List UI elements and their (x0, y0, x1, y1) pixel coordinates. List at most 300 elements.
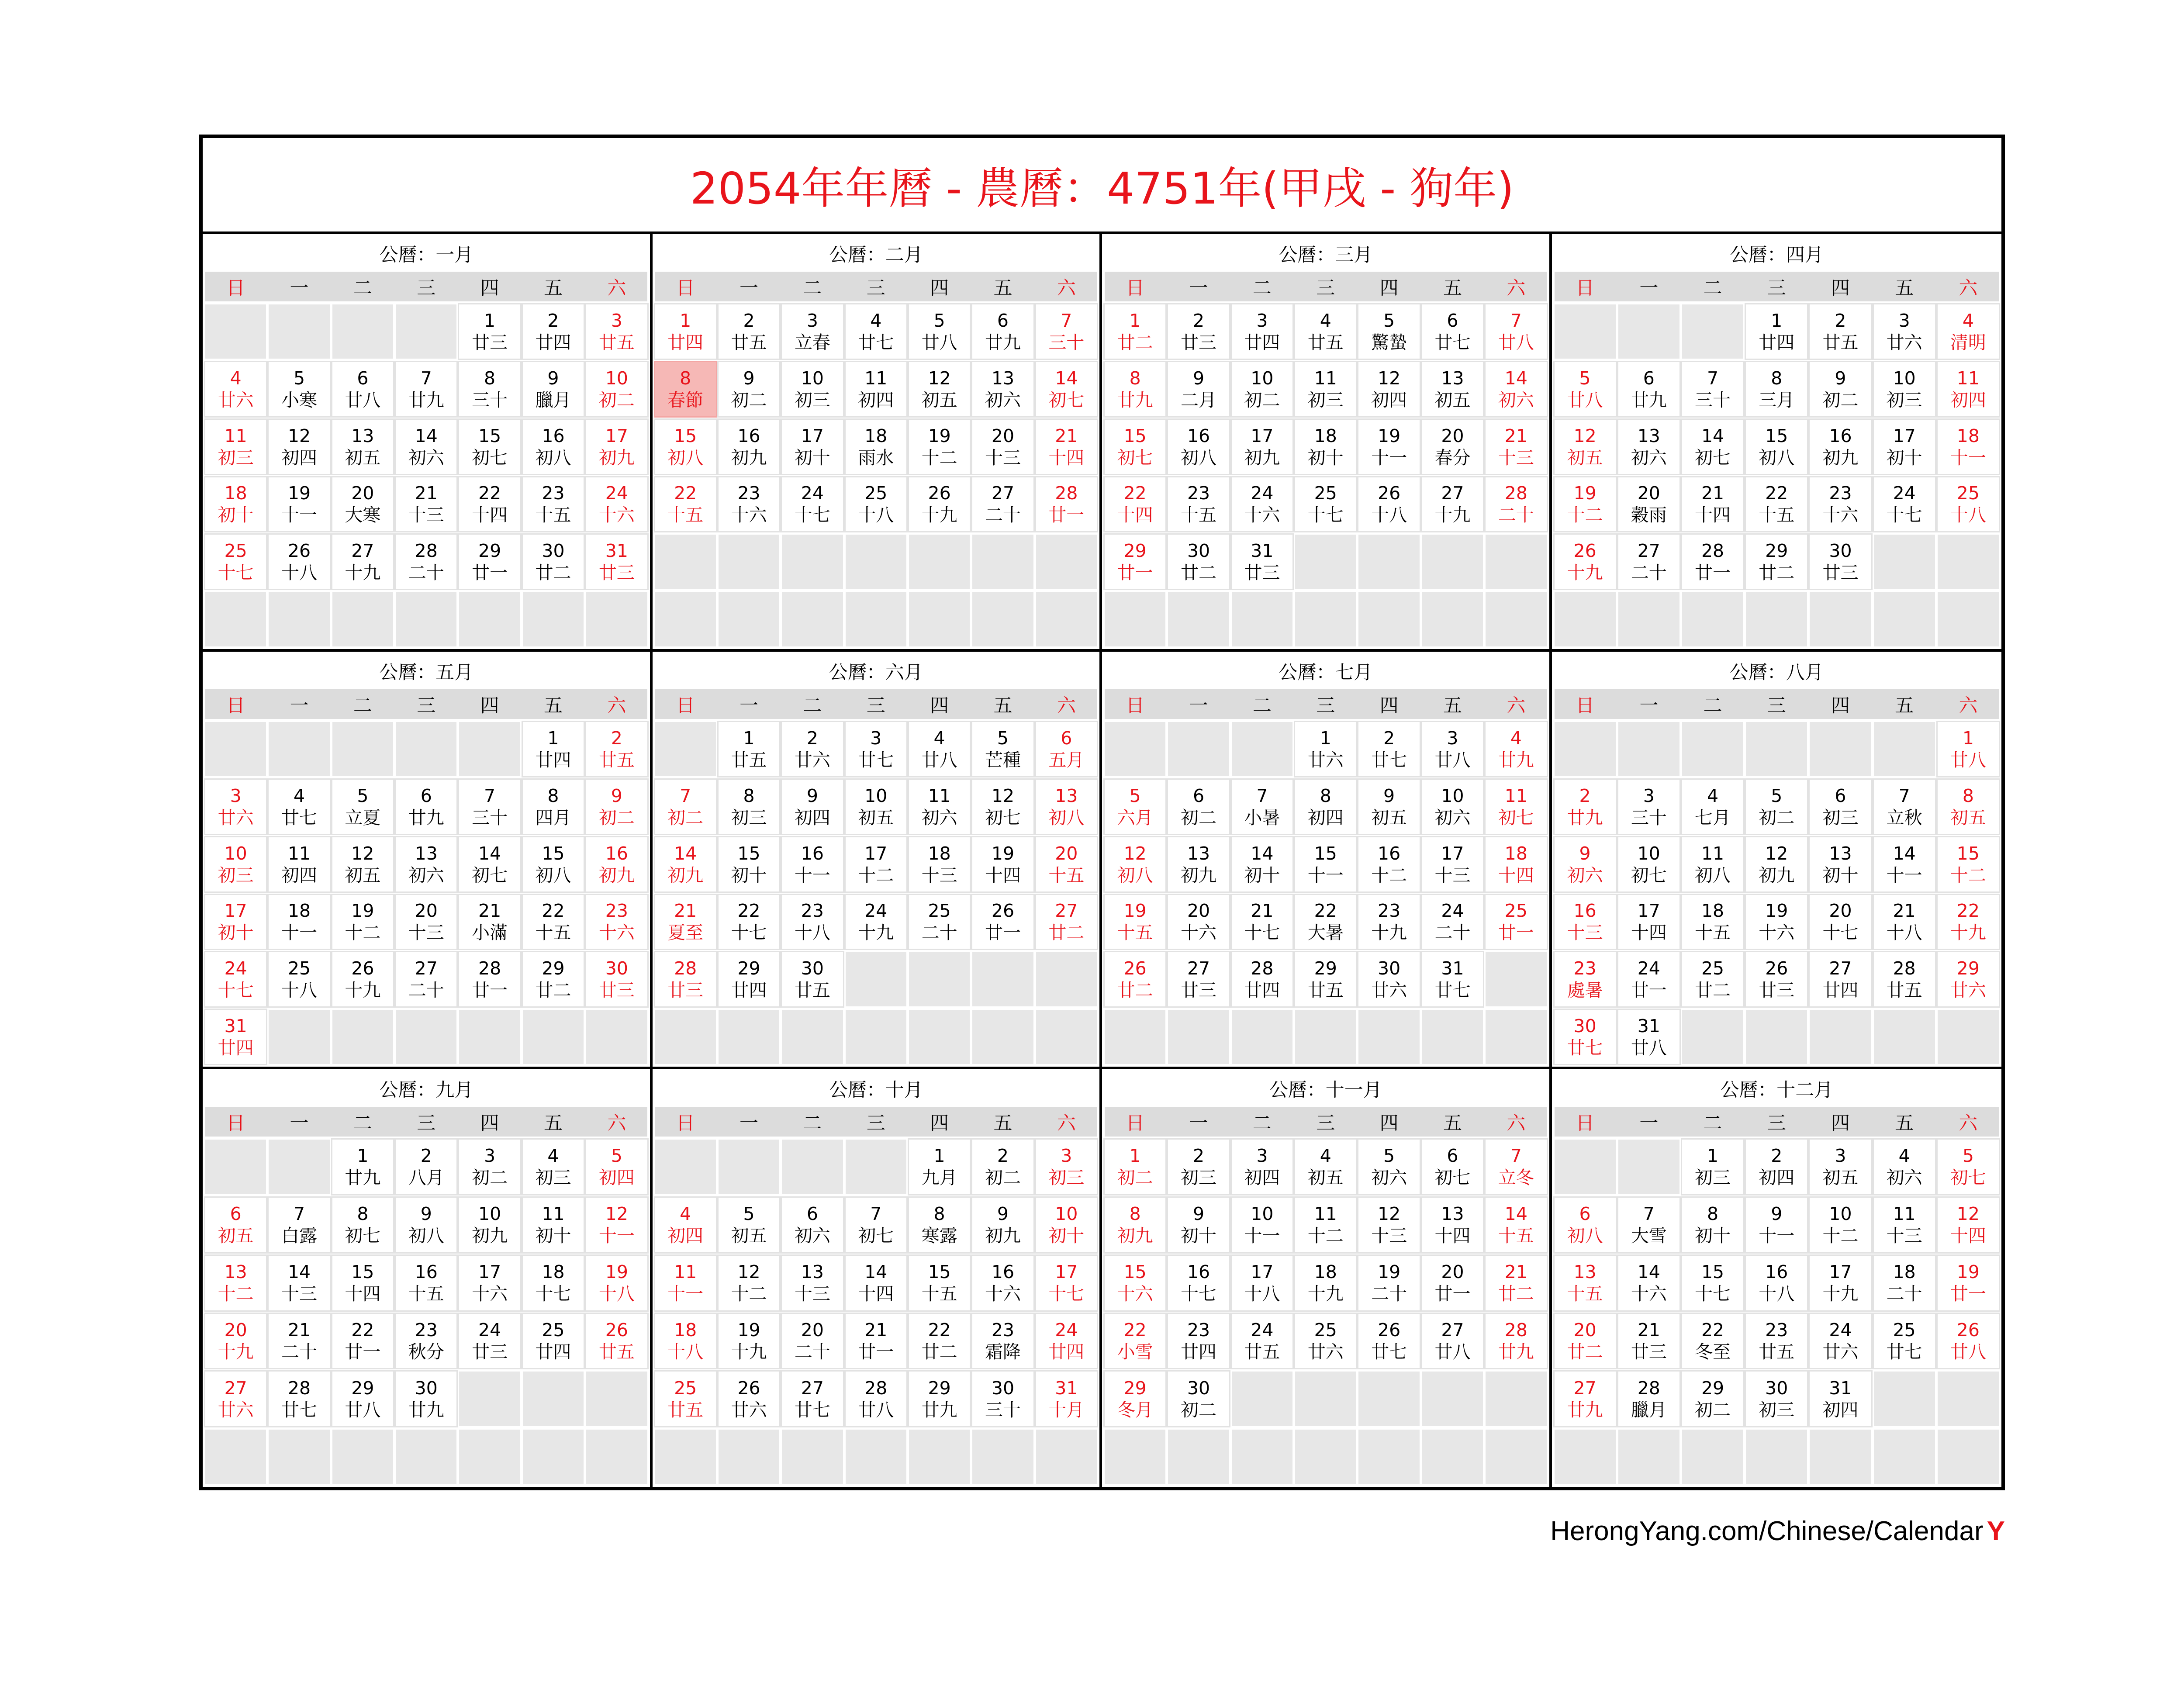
day-cell[interactable] (1358, 304, 1419, 359)
day-cell[interactable] (1422, 362, 1483, 416)
day-cell[interactable] (1036, 780, 1097, 834)
day-cell[interactable] (523, 1314, 584, 1368)
day-cell[interactable] (1746, 1140, 1807, 1194)
day-cell[interactable] (1810, 837, 1871, 891)
day-cell[interactable] (1422, 1140, 1483, 1194)
day-cell[interactable] (1358, 362, 1419, 416)
day-cell[interactable] (332, 535, 393, 589)
day-cell[interactable] (1746, 1256, 1807, 1310)
day-cell[interactable] (782, 304, 843, 359)
day-cell[interactable] (459, 1256, 520, 1310)
day-cell[interactable] (1810, 1314, 1871, 1368)
day-cell[interactable] (1295, 304, 1356, 359)
day-cell[interactable] (1036, 362, 1097, 416)
day-cell[interactable] (1168, 1140, 1229, 1194)
day-cell[interactable] (332, 362, 393, 416)
day-cell[interactable] (586, 477, 647, 532)
day-cell[interactable] (1232, 952, 1292, 1006)
day-cell[interactable] (205, 895, 266, 949)
day-cell[interactable] (1555, 1010, 1616, 1064)
day-cell[interactable] (1486, 1256, 1546, 1310)
day-cell[interactable] (1036, 1372, 1097, 1426)
day-cell[interactable] (846, 837, 906, 891)
day-cell[interactable] (396, 477, 456, 532)
day-cell[interactable] (1486, 1198, 1546, 1252)
day-cell[interactable] (1486, 477, 1546, 532)
day-cell[interactable] (1422, 304, 1483, 359)
day-cell[interactable] (1486, 837, 1546, 891)
day-cell[interactable] (1486, 362, 1546, 416)
day-cell[interactable] (909, 1314, 970, 1368)
day-cell[interactable] (332, 1314, 393, 1368)
day-cell[interactable] (1618, 1314, 1679, 1368)
day-cell[interactable] (1232, 1198, 1292, 1252)
day-cell[interactable] (396, 1372, 456, 1426)
day-cell[interactable] (1938, 1140, 1999, 1194)
day-cell[interactable] (332, 1372, 393, 1426)
day-cell[interactable] (1555, 780, 1616, 834)
day-cell[interactable] (846, 420, 906, 474)
day-cell[interactable] (586, 837, 647, 891)
day-cell[interactable] (205, 477, 266, 532)
day-cell[interactable] (396, 952, 456, 1006)
day-cell[interactable] (332, 1140, 393, 1194)
day-cell[interactable] (1555, 1198, 1616, 1252)
day-cell[interactable] (1105, 1140, 1165, 1194)
day-cell[interactable] (1232, 477, 1292, 532)
day-cell[interactable] (1938, 304, 1999, 359)
day-cell[interactable] (205, 535, 266, 589)
day-cell[interactable] (396, 1140, 456, 1194)
day-cell[interactable] (655, 1256, 716, 1310)
day-cell[interactable] (459, 1314, 520, 1368)
day-cell[interactable] (1618, 1010, 1679, 1064)
day-cell[interactable] (1682, 1140, 1743, 1194)
day-cell[interactable] (1555, 362, 1616, 416)
day-cell[interactable] (205, 1256, 266, 1310)
day-cell[interactable] (782, 362, 843, 416)
day-cell[interactable] (1295, 1314, 1356, 1368)
day-cell[interactable] (523, 895, 584, 949)
footer[interactable] (1550, 1516, 2005, 1547)
day-cell[interactable] (1555, 535, 1616, 589)
day-cell[interactable] (1295, 895, 1356, 949)
day-cell[interactable] (1295, 1198, 1356, 1252)
day-cell[interactable] (396, 1198, 456, 1252)
day-cell[interactable] (1555, 837, 1616, 891)
day-cell[interactable] (332, 1198, 393, 1252)
day-cell[interactable] (523, 1256, 584, 1310)
day-cell[interactable] (1810, 420, 1871, 474)
day-cell[interactable] (269, 1372, 329, 1426)
day-cell[interactable] (1486, 1314, 1546, 1368)
day-cell[interactable] (1295, 477, 1356, 532)
day-cell[interactable] (719, 304, 779, 359)
day-cell[interactable] (1810, 362, 1871, 416)
day-cell[interactable] (782, 420, 843, 474)
day-cell[interactable] (782, 780, 843, 834)
day-cell[interactable] (269, 1256, 329, 1310)
day-cell[interactable] (1232, 304, 1292, 359)
day-cell[interactable] (719, 1256, 779, 1310)
day-cell[interactable] (1810, 304, 1871, 359)
day-cell[interactable] (846, 304, 906, 359)
day-cell[interactable] (972, 1256, 1033, 1310)
day-cell[interactable] (719, 780, 779, 834)
day-cell[interactable] (909, 477, 970, 532)
day-cell[interactable] (1682, 1314, 1743, 1368)
day-cell[interactable] (1232, 535, 1292, 589)
day-cell[interactable] (1486, 420, 1546, 474)
day-cell[interactable] (1874, 1140, 1935, 1194)
day-cell[interactable] (586, 1256, 647, 1310)
day-cell[interactable] (586, 420, 647, 474)
day-cell[interactable] (1618, 420, 1679, 474)
day-cell[interactable] (205, 1372, 266, 1426)
day-cell[interactable] (1422, 1314, 1483, 1368)
day-cell[interactable] (1232, 420, 1292, 474)
day-cell[interactable] (1036, 895, 1097, 949)
day-cell[interactable] (269, 362, 329, 416)
day-cell[interactable] (719, 837, 779, 891)
day-cell[interactable] (1105, 304, 1165, 359)
day-cell[interactable] (846, 362, 906, 416)
day-cell[interactable] (1938, 477, 1999, 532)
day-cell[interactable] (655, 952, 716, 1006)
day-cell[interactable] (1682, 1198, 1743, 1252)
day-cell[interactable] (1036, 1140, 1097, 1194)
day-cell[interactable] (586, 304, 647, 359)
day-cell[interactable] (1682, 535, 1743, 589)
day-cell[interactable] (782, 895, 843, 949)
day-cell[interactable] (205, 1314, 266, 1368)
day-cell[interactable] (655, 837, 716, 891)
day-cell[interactable] (1746, 477, 1807, 532)
day-cell[interactable] (1295, 952, 1356, 1006)
day-cell[interactable] (1036, 722, 1097, 776)
day-cell[interactable] (1874, 837, 1935, 891)
day-cell[interactable] (1938, 420, 1999, 474)
day-cell[interactable] (1486, 304, 1546, 359)
day-cell[interactable] (269, 477, 329, 532)
day-cell[interactable] (1358, 1198, 1419, 1252)
day-cell[interactable] (1938, 722, 1999, 776)
day-cell[interactable] (1422, 477, 1483, 532)
day-cell[interactable] (1358, 895, 1419, 949)
day-cell[interactable] (782, 1198, 843, 1252)
day-cell[interactable] (1295, 722, 1356, 776)
day-cell[interactable] (205, 420, 266, 474)
day-cell[interactable] (1618, 1372, 1679, 1426)
day-cell[interactable] (846, 1314, 906, 1368)
day-cell[interactable] (1105, 420, 1165, 474)
day-cell[interactable] (396, 837, 456, 891)
day-cell[interactable] (1168, 895, 1229, 949)
day-cell[interactable] (1555, 1372, 1616, 1426)
day-cell[interactable] (523, 780, 584, 834)
day-cell[interactable] (1938, 780, 1999, 834)
day-cell[interactable] (1746, 1372, 1807, 1426)
day-cell[interactable] (1036, 1314, 1097, 1368)
day-cell[interactable] (396, 420, 456, 474)
day-cell[interactable] (332, 837, 393, 891)
day-cell[interactable] (719, 1372, 779, 1426)
day-cell[interactable] (1295, 1140, 1356, 1194)
day-cell[interactable] (1618, 837, 1679, 891)
day-cell[interactable] (523, 535, 584, 589)
day-cell[interactable] (909, 362, 970, 416)
day-cell[interactable] (1618, 895, 1679, 949)
day-cell[interactable] (909, 420, 970, 474)
day-cell[interactable] (1874, 780, 1935, 834)
day-cell[interactable] (719, 952, 779, 1006)
day-cell[interactable] (1938, 837, 1999, 891)
day-cell[interactable] (1682, 1372, 1743, 1426)
day-cell[interactable] (396, 895, 456, 949)
day-cell[interactable] (1232, 1256, 1292, 1310)
day-cell[interactable] (459, 362, 520, 416)
day-cell[interactable] (1036, 420, 1097, 474)
day-cell[interactable] (1555, 1314, 1616, 1368)
day-cell[interactable] (1682, 362, 1743, 416)
day-cell[interactable] (396, 1256, 456, 1310)
day-cell[interactable] (332, 780, 393, 834)
day-cell[interactable] (909, 895, 970, 949)
day-cell[interactable] (1105, 362, 1165, 416)
day-cell[interactable] (972, 895, 1033, 949)
day-cell[interactable] (332, 952, 393, 1006)
day-cell[interactable] (1232, 780, 1292, 834)
day-cell[interactable] (846, 477, 906, 532)
day-cell[interactable] (972, 420, 1033, 474)
day-cell[interactable] (1105, 780, 1165, 834)
day-cell[interactable] (1358, 952, 1419, 1006)
day-cell[interactable] (1105, 477, 1165, 532)
day-cell[interactable] (1555, 477, 1616, 532)
day-cell[interactable] (459, 304, 520, 359)
day-cell[interactable] (269, 1198, 329, 1252)
day-cell[interactable] (586, 1314, 647, 1368)
day-cell[interactable] (586, 780, 647, 834)
day-cell[interactable] (586, 895, 647, 949)
day-cell[interactable] (909, 722, 970, 776)
day-cell[interactable] (1874, 477, 1935, 532)
day-cell[interactable] (1938, 952, 1999, 1006)
day-cell[interactable] (782, 1256, 843, 1310)
day-cell[interactable] (972, 1314, 1033, 1368)
day-cell[interactable] (1036, 837, 1097, 891)
day-cell[interactable] (459, 952, 520, 1006)
day-cell[interactable] (1168, 1198, 1229, 1252)
day-cell[interactable] (205, 952, 266, 1006)
day-cell[interactable] (782, 722, 843, 776)
day-cell[interactable] (205, 362, 266, 416)
day-cell[interactable] (1874, 304, 1935, 359)
day-cell[interactable] (205, 780, 266, 834)
day-cell[interactable] (846, 1256, 906, 1310)
day-cell[interactable] (1105, 1256, 1165, 1310)
day-cell[interactable] (269, 952, 329, 1006)
day-cell[interactable] (1168, 362, 1229, 416)
day-cell[interactable] (1232, 1314, 1292, 1368)
day-cell[interactable] (1874, 1256, 1935, 1310)
day-cell[interactable] (1486, 1140, 1546, 1194)
day-cell[interactable] (1105, 535, 1165, 589)
day-cell[interactable] (1810, 535, 1871, 589)
day-cell[interactable] (1874, 420, 1935, 474)
day-cell[interactable] (655, 780, 716, 834)
day-cell[interactable] (972, 722, 1033, 776)
day-cell[interactable] (1874, 952, 1935, 1006)
day-cell[interactable] (1746, 1198, 1807, 1252)
day-cell[interactable] (1938, 1256, 1999, 1310)
day-cell[interactable] (1295, 780, 1356, 834)
day-cell[interactable] (846, 1372, 906, 1426)
day-cell[interactable] (1618, 362, 1679, 416)
day-cell[interactable] (1295, 420, 1356, 474)
day-cell[interactable] (909, 1372, 970, 1426)
day-cell[interactable] (205, 837, 266, 891)
day-cell[interactable] (655, 895, 716, 949)
day-cell[interactable] (586, 952, 647, 1006)
day-cell[interactable] (719, 1198, 779, 1252)
day-cell[interactable] (846, 895, 906, 949)
day-cell[interactable] (269, 895, 329, 949)
day-cell[interactable] (655, 1198, 716, 1252)
day-cell[interactable] (205, 1010, 266, 1064)
day-cell[interactable] (1422, 895, 1483, 949)
day-cell[interactable] (1036, 1256, 1097, 1310)
day-cell[interactable] (1358, 1314, 1419, 1368)
day-cell[interactable] (523, 304, 584, 359)
day-cell[interactable] (1422, 837, 1483, 891)
day-cell[interactable] (1168, 1256, 1229, 1310)
day-cell[interactable] (1232, 1140, 1292, 1194)
day-cell[interactable] (459, 1198, 520, 1252)
day-cell[interactable] (1105, 837, 1165, 891)
day-cell[interactable] (1618, 1256, 1679, 1310)
day-cell[interactable] (586, 722, 647, 776)
day-cell[interactable] (909, 1140, 970, 1194)
day-cell[interactable] (1358, 722, 1419, 776)
day-cell[interactable] (269, 780, 329, 834)
day-cell[interactable] (459, 895, 520, 949)
day-cell[interactable] (1810, 1140, 1871, 1194)
day-cell[interactable] (1874, 1198, 1935, 1252)
day-cell[interactable] (782, 477, 843, 532)
day-cell[interactable] (655, 304, 716, 359)
day-cell[interactable] (719, 477, 779, 532)
day-cell[interactable] (1938, 895, 1999, 949)
day-cell[interactable] (332, 895, 393, 949)
day-cell[interactable] (396, 1314, 456, 1368)
day-cell[interactable] (1232, 837, 1292, 891)
day-cell[interactable] (523, 1198, 584, 1252)
day-cell[interactable] (1358, 780, 1419, 834)
day-cell[interactable] (459, 420, 520, 474)
day-cell[interactable] (1168, 1314, 1229, 1368)
day-cell[interactable] (1618, 952, 1679, 1006)
day-cell[interactable] (1746, 837, 1807, 891)
day-cell[interactable] (1555, 1256, 1616, 1310)
day-cell[interactable] (1295, 837, 1356, 891)
day-cell[interactable] (1168, 837, 1229, 891)
day-cell[interactable] (1422, 722, 1483, 776)
day-cell[interactable] (1486, 895, 1546, 949)
day-cell[interactable] (1168, 1372, 1229, 1426)
day-cell[interactable] (655, 1314, 716, 1368)
day-cell[interactable] (1168, 420, 1229, 474)
day-cell[interactable] (1422, 420, 1483, 474)
day-cell[interactable] (1168, 304, 1229, 359)
day-cell[interactable] (1938, 1314, 1999, 1368)
day-cell[interactable] (1555, 420, 1616, 474)
day-cell[interactable] (1682, 837, 1743, 891)
day-cell[interactable] (1682, 477, 1743, 532)
day-cell[interactable] (1810, 1372, 1871, 1426)
day-cell[interactable] (1486, 722, 1546, 776)
day-cell[interactable] (719, 1314, 779, 1368)
day-cell[interactable] (1555, 895, 1616, 949)
day-cell[interactable] (1422, 952, 1483, 1006)
day-cell[interactable] (523, 477, 584, 532)
day-cell[interactable] (1746, 952, 1807, 1006)
day-cell[interactable] (1810, 952, 1871, 1006)
day-cell[interactable] (1358, 837, 1419, 891)
day-cell[interactable] (846, 1198, 906, 1252)
day-cell[interactable] (586, 362, 647, 416)
day-cell[interactable] (396, 535, 456, 589)
day-cell[interactable] (1168, 477, 1229, 532)
day-cell[interactable] (655, 477, 716, 532)
day-cell[interactable] (396, 362, 456, 416)
day-cell[interactable] (972, 1372, 1033, 1426)
day-cell[interactable] (1358, 1256, 1419, 1310)
day-cell[interactable] (972, 1198, 1033, 1252)
day-cell[interactable] (1232, 895, 1292, 949)
day-cell[interactable] (1232, 362, 1292, 416)
day-cell[interactable] (269, 1314, 329, 1368)
day-cell[interactable] (332, 477, 393, 532)
day-cell[interactable] (909, 837, 970, 891)
day-cell[interactable] (1874, 362, 1935, 416)
day-cell[interactable] (523, 420, 584, 474)
day-cell[interactable] (1618, 477, 1679, 532)
day-cell[interactable] (205, 1198, 266, 1252)
day-cell[interactable] (586, 1140, 647, 1194)
day-cell[interactable] (332, 1256, 393, 1310)
day-cell[interactable] (459, 837, 520, 891)
day-cell[interactable] (972, 304, 1033, 359)
day-cell[interactable] (1105, 1372, 1165, 1426)
day-cell[interactable] (719, 895, 779, 949)
day-cell[interactable] (1810, 1198, 1871, 1252)
day-cell[interactable] (1618, 780, 1679, 834)
day-cell[interactable] (1105, 1198, 1165, 1252)
day-cell[interactable] (972, 837, 1033, 891)
day-cell[interactable] (1422, 780, 1483, 834)
day-cell[interactable] (655, 1372, 716, 1426)
day-cell[interactable] (1105, 895, 1165, 949)
day-cell[interactable] (1746, 362, 1807, 416)
day-cell[interactable] (719, 722, 779, 776)
day-cell[interactable] (523, 362, 584, 416)
day-cell[interactable] (1168, 780, 1229, 834)
day-cell[interactable] (782, 837, 843, 891)
day-cell[interactable] (1682, 420, 1743, 474)
day-cell[interactable] (459, 1140, 520, 1194)
day-cell[interactable] (1422, 1256, 1483, 1310)
